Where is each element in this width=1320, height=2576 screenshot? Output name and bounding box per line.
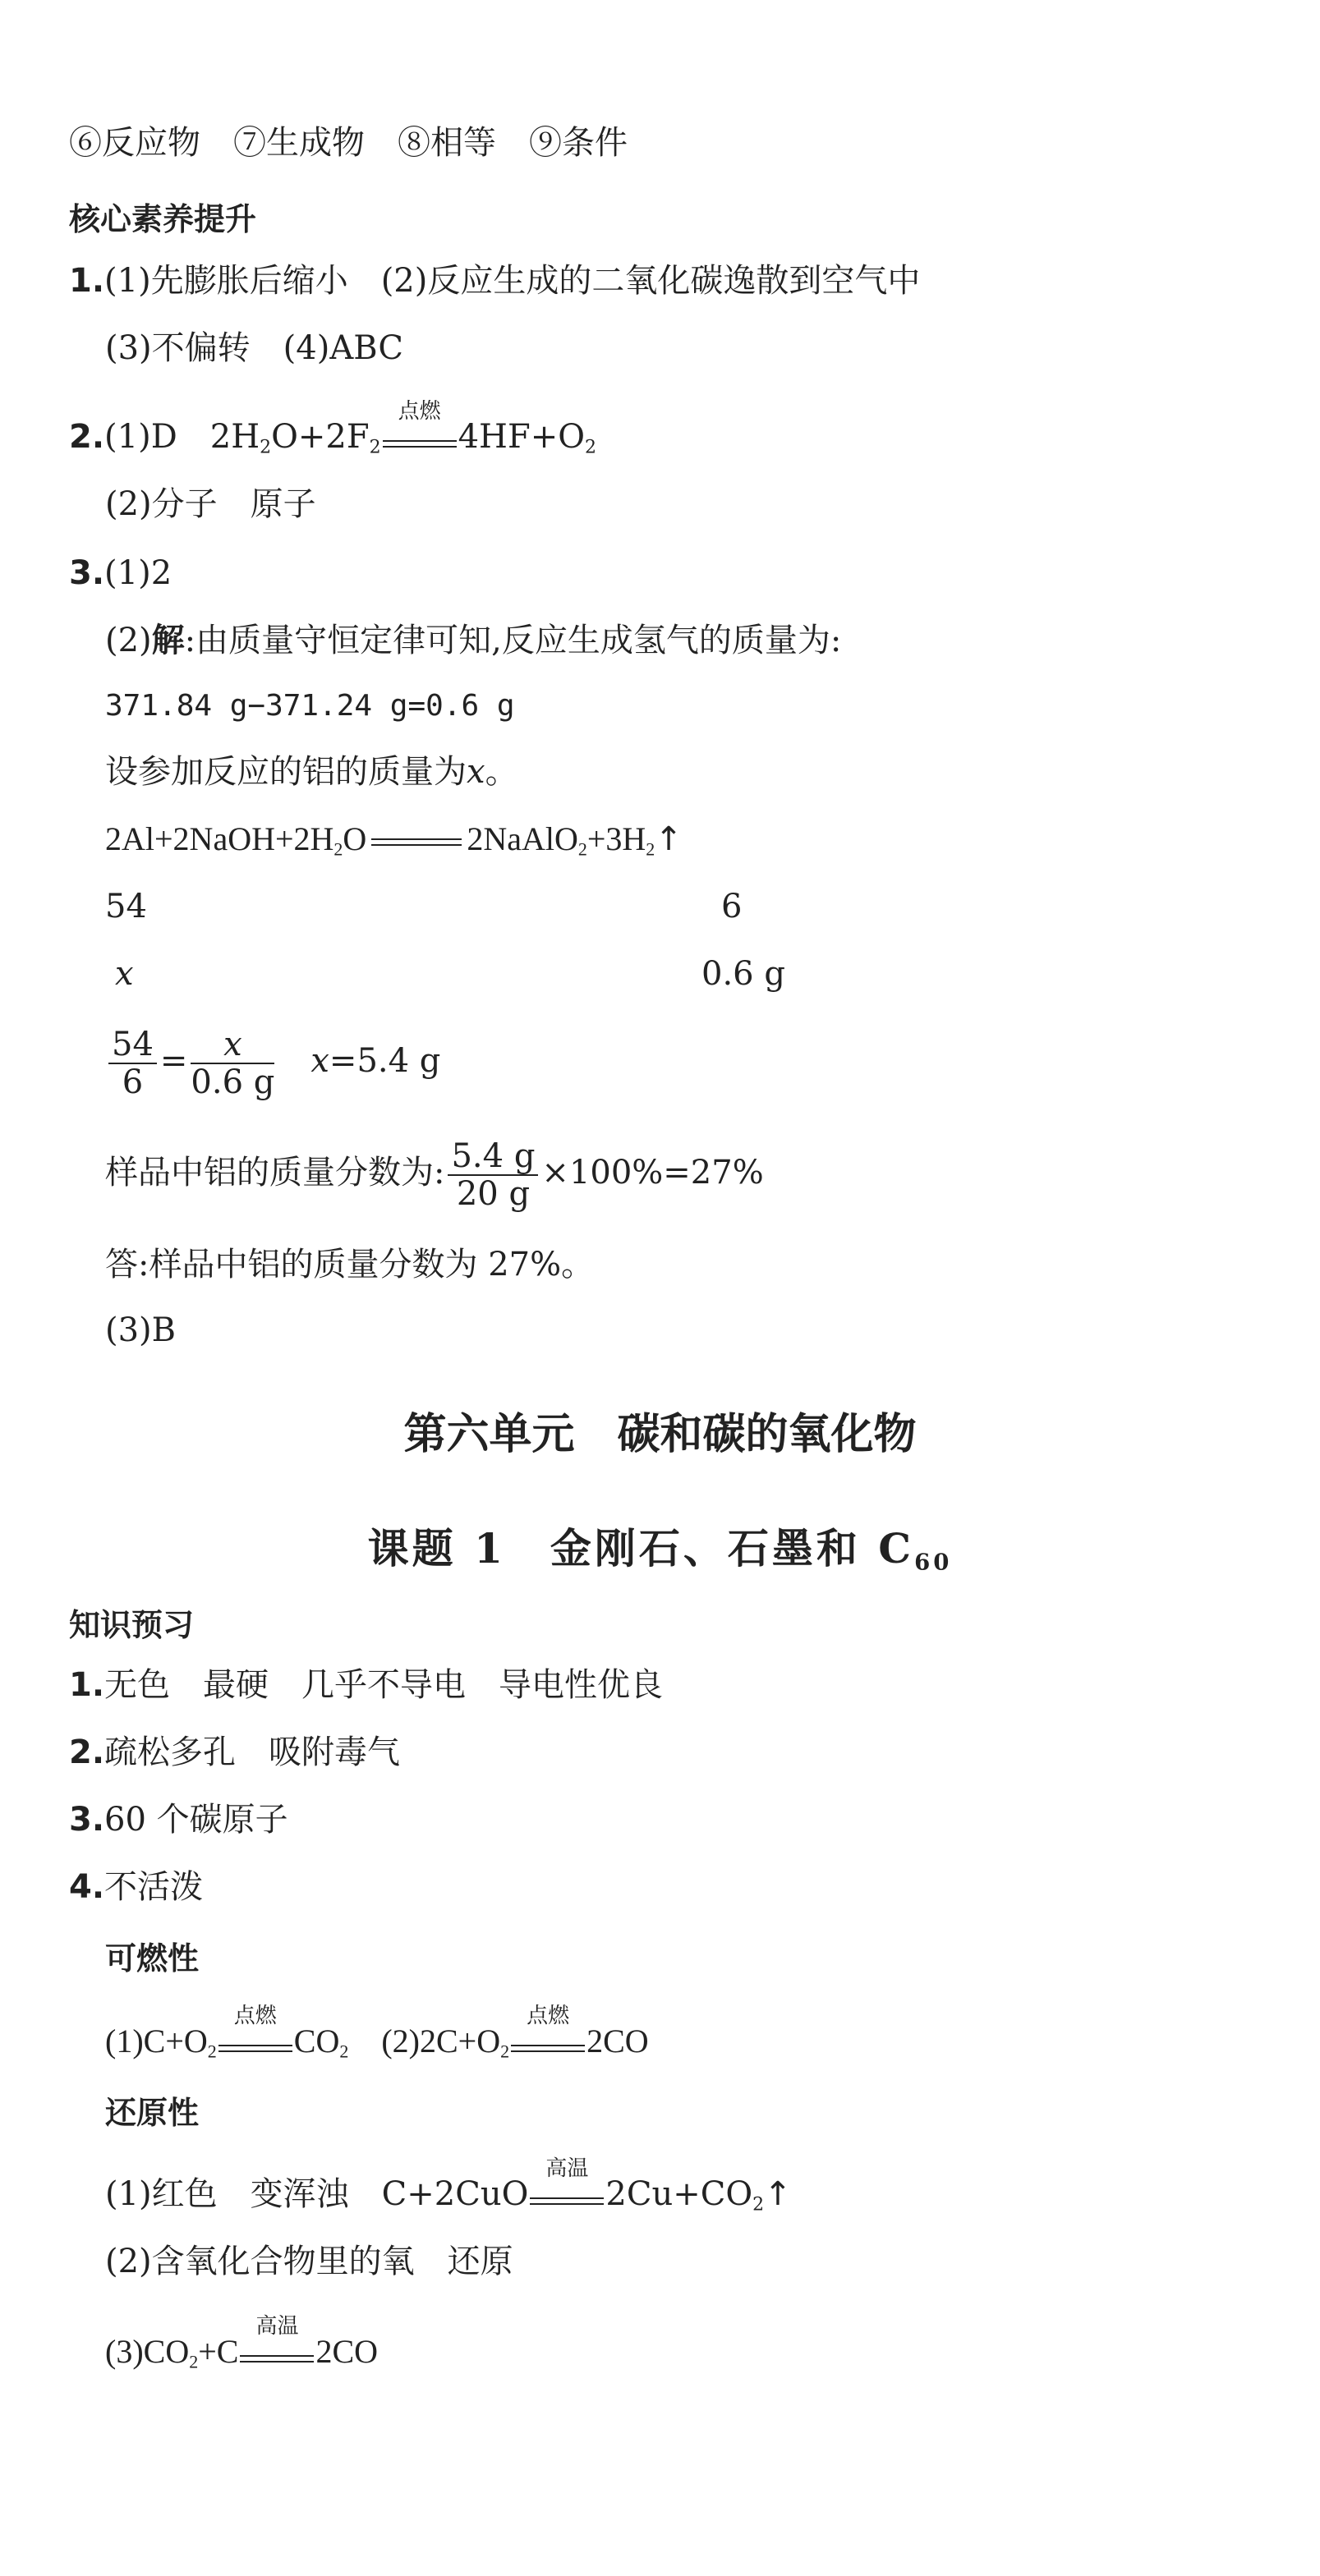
- flammability-heading: 可燃性: [105, 1940, 200, 1977]
- lesson-title: 课题 1 金刚石、石墨和 $C_{60}$: [367, 1524, 953, 1576]
- q3-var-right: 0.6 g: [701, 955, 785, 993]
- section-heading-core: 核心素养提升: [69, 201, 257, 237]
- q1-line-a: 1.(1)先膨胀后缩小 (2)反应生成的二氧化碳逸散到空气中: [69, 262, 921, 300]
- list-item: 3.60 个碳原子: [69, 1801, 288, 1839]
- reduction-line-3: $(3)CO_2+C$ 高温 2CO: [105, 2314, 379, 2372]
- q3-line-b: (2)解:由质量守恒定律可知,反应生成氢气的质量为:: [105, 621, 842, 659]
- list-item: 2.疏松多孔 吸附毒气: [69, 1733, 401, 1771]
- q3-ratio-left: 54: [105, 888, 147, 925]
- q3-line-e: (3)B: [105, 1311, 177, 1349]
- q2-line-a: 2.(1)D $2H_2O+2F_2$ 点燃 $4HF+O_2$: [69, 399, 597, 458]
- q3-mass-fraction: 样品中铝的质量分数为: $\frac{5.4 g}{20 g}$ ×100%=27%: [105, 1137, 764, 1213]
- q3-line-a: 3.(1)2: [69, 554, 172, 592]
- combustion-equations: $(1)C+O_2$ 点燃 $CO_2$ $(2)2C+O_2$ 点燃 2CO: [105, 2004, 649, 2062]
- q3-ratio-right: 6: [721, 888, 743, 925]
- q3-var-left: x: [115, 955, 134, 993]
- list-item: 4.不活泼: [69, 1868, 204, 1906]
- top-answer-line: ⑥反应物 ⑦生成物 ⑧相等 ⑨条件: [69, 124, 628, 162]
- section-heading-preview: 知识预习: [69, 1607, 195, 1643]
- reduction-heading: 还原性: [105, 2095, 200, 2131]
- q2-line-b: (2)分子 原子: [105, 485, 316, 523]
- q3-calc: 371.84 g−371.24 g=0.6 g: [105, 689, 515, 723]
- reduction-line-1: (1)红色 变浑浊 C+2CuO 高温 $2Cu+CO_2↑$: [105, 2156, 792, 2216]
- reaction-condition: 点燃: [381, 425, 458, 448]
- reduction-line-2: (2)含氧化合物里的氧 还原: [105, 2243, 513, 2280]
- q3-proportion: $\frac{54}{6}$ = $\frac{x}{0.6 g}$ x=5.4 g: [105, 1022, 440, 1100]
- list-item: 1.无色 最硬 几乎不导电 导电性优良: [69, 1666, 664, 1704]
- unit-title: 第六单元 碳和碳的氧化物: [403, 1410, 917, 1459]
- q3-let-x: 设参加反应的铝的质量为x。: [105, 753, 518, 791]
- q3-answer: 答:样品中铝的质量分数为 27%。: [105, 1246, 595, 1283]
- q1-line-b: (3)不偏转 (4)ABC: [105, 329, 403, 367]
- q3-equation: $2Al+2NaOH+2H_2O$ $2NaAlO_2+3H_2↑$: [105, 820, 683, 860]
